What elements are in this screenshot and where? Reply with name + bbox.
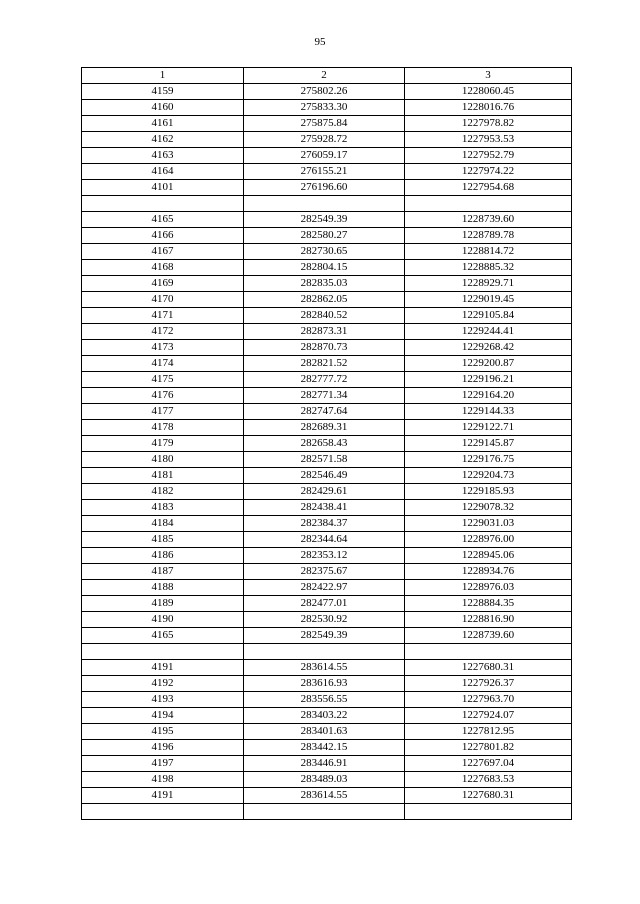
table-cell-col-2: 282384.37 [244, 516, 405, 532]
table-cell-col-3: 1228789.78 [405, 228, 572, 244]
table-cell-col-3: 1227680.31 [405, 788, 572, 804]
table-cell-col-2: 283446.91 [244, 756, 405, 772]
table-cell-col-3: 1229164.20 [405, 388, 572, 404]
table-cell-col-3: 1227924.07 [405, 708, 572, 724]
table-row [82, 404, 572, 420]
table-cell-col-1: 4180 [82, 452, 244, 468]
table-row [82, 132, 572, 148]
table-row [82, 644, 572, 660]
table-row [82, 740, 572, 756]
table-cell-col-3: 1227801.82 [405, 740, 572, 756]
table-cell-col-1 [82, 644, 244, 660]
table-cell-col-1: 4190 [82, 612, 244, 628]
table-cell-col-1: 4166 [82, 228, 244, 244]
table-cell-col-1: 4188 [82, 580, 244, 596]
table-cell-col-1: 4196 [82, 740, 244, 756]
table-row [82, 388, 572, 404]
table-cell-col-2: 282870.73 [244, 340, 405, 356]
table-row [82, 148, 572, 164]
table-cell-col-2: 283614.55 [244, 660, 405, 676]
table-cell-col-1: 4159 [82, 84, 244, 100]
table-cell-col-3: 1228885.32 [405, 260, 572, 276]
table-row [82, 708, 572, 724]
table-cell-col-1: 4101 [82, 180, 244, 196]
coordinates-table [81, 67, 572, 820]
column-header-2: 2 [244, 68, 405, 84]
table-cell-col-2: 282429.61 [244, 484, 405, 500]
table-row [82, 212, 572, 228]
table-cell-col-3: 1229268.42 [405, 340, 572, 356]
table-cell-col-2: 276059.17 [244, 148, 405, 164]
table-cell-col-3 [405, 644, 572, 660]
table-cell-col-1: 4176 [82, 388, 244, 404]
table-cell-col-1: 4165 [82, 628, 244, 644]
table-cell-col-2: 282438.41 [244, 500, 405, 516]
table-row [82, 484, 572, 500]
table-row [82, 452, 572, 468]
table-cell-col-2: 282804.15 [244, 260, 405, 276]
table-cell-col-2: 282549.39 [244, 628, 405, 644]
table-row [82, 244, 572, 260]
table-cell-col-2: 282546.49 [244, 468, 405, 484]
table-cell-col-3: 1227974.22 [405, 164, 572, 180]
table-cell-col-3: 1228929.71 [405, 276, 572, 292]
table-row [82, 772, 572, 788]
table-row [82, 308, 572, 324]
table-cell-col-3: 1227683.53 [405, 772, 572, 788]
table-cell-col-1: 4162 [82, 132, 244, 148]
table-cell-col-3: 1228934.76 [405, 564, 572, 580]
table-cell-col-3: 1228739.60 [405, 212, 572, 228]
table-cell-col-2: 282777.72 [244, 372, 405, 388]
page-number: 95 [314, 36, 326, 48]
header-row [82, 68, 572, 84]
table-cell-col-2: 283614.55 [244, 788, 405, 804]
table-cell-col-3: 1229078.32 [405, 500, 572, 516]
table-cell-col-3: 1227954.68 [405, 180, 572, 196]
table-cell-col-3: 1229200.87 [405, 356, 572, 372]
table-cell-col-2: 282530.92 [244, 612, 405, 628]
table-row [82, 660, 572, 676]
table-row [82, 532, 572, 548]
table-cell-col-1: 4165 [82, 212, 244, 228]
table-cell-col-1: 4163 [82, 148, 244, 164]
table-cell-col-3: 1227953.53 [405, 132, 572, 148]
column-header-1: 1 [82, 68, 244, 84]
table-cell-col-1: 4167 [82, 244, 244, 260]
table-row [82, 628, 572, 644]
table-row [82, 500, 572, 516]
table-row [82, 324, 572, 340]
table-row [82, 724, 572, 740]
table-cell-col-2: 282835.03 [244, 276, 405, 292]
table-cell-col-2: 283403.22 [244, 708, 405, 724]
table-row [82, 804, 572, 820]
table-cell-col-3: 1227952.79 [405, 148, 572, 164]
table-cell-col-1: 4171 [82, 308, 244, 324]
table-cell-col-2: 283442.15 [244, 740, 405, 756]
table-cell-col-1: 4182 [82, 484, 244, 500]
table-cell-col-2: 282375.67 [244, 564, 405, 580]
table-cell-col-3: 1229144.33 [405, 404, 572, 420]
table-cell-col-2: 282840.52 [244, 308, 405, 324]
table-cell-col-2: 282821.52 [244, 356, 405, 372]
table-cell-col-2: 275875.84 [244, 116, 405, 132]
table-cell-col-2 [244, 644, 405, 660]
table-row [82, 564, 572, 580]
table-cell-col-2: 282549.39 [244, 212, 405, 228]
table-cell-col-2: 275802.26 [244, 84, 405, 100]
table-cell-col-3: 1228060.45 [405, 84, 572, 100]
table-cell-col-3 [405, 196, 572, 212]
table-cell-col-2: 276196.60 [244, 180, 405, 196]
table-cell-col-2: 282344.64 [244, 532, 405, 548]
table-cell-col-3: 1228884.35 [405, 596, 572, 612]
table-cell-col-1: 4193 [82, 692, 244, 708]
table-cell-col-3: 1229145.87 [405, 436, 572, 452]
table-row [82, 676, 572, 692]
table-cell-col-3 [405, 804, 572, 820]
table-cell-col-3: 1229185.93 [405, 484, 572, 500]
table-cell-col-3: 1227978.82 [405, 116, 572, 132]
table-cell-col-1: 4192 [82, 676, 244, 692]
table-cell-col-1 [82, 804, 244, 820]
table-cell-col-1: 4195 [82, 724, 244, 740]
table-body [82, 84, 572, 820]
table-cell-col-3: 1227680.31 [405, 660, 572, 676]
table-cell-col-3: 1228739.60 [405, 628, 572, 644]
table-row [82, 596, 572, 612]
table-cell-col-3: 1229196.21 [405, 372, 572, 388]
table-cell-col-1: 4184 [82, 516, 244, 532]
table-row [82, 116, 572, 132]
table-cell-col-3: 1228816.90 [405, 612, 572, 628]
table-cell-col-2: 282580.27 [244, 228, 405, 244]
table-cell-col-1: 4179 [82, 436, 244, 452]
table-row [82, 196, 572, 212]
table-row [82, 292, 572, 308]
table-cell-col-1: 4161 [82, 116, 244, 132]
table-cell-col-3: 1227926.37 [405, 676, 572, 692]
table-row [82, 516, 572, 532]
table-row [82, 84, 572, 100]
table-cell-col-2 [244, 196, 405, 212]
table-cell-col-1: 4168 [82, 260, 244, 276]
table-cell-col-3: 1229019.45 [405, 292, 572, 308]
table-cell-col-1 [82, 196, 244, 212]
table-row [82, 372, 572, 388]
table-cell-col-2 [244, 804, 405, 820]
table-row [82, 164, 572, 180]
table-header [82, 68, 572, 84]
table-cell-col-2: 282873.31 [244, 324, 405, 340]
table-cell-col-3: 1228814.72 [405, 244, 572, 260]
table-cell-col-2: 282771.34 [244, 388, 405, 404]
table-cell-col-3: 1228016.76 [405, 100, 572, 116]
table-cell-col-2: 275928.72 [244, 132, 405, 148]
table-row [82, 692, 572, 708]
table-row [82, 420, 572, 436]
table-cell-col-3: 1229031.03 [405, 516, 572, 532]
table-row [82, 260, 572, 276]
table-cell-col-1: 4191 [82, 788, 244, 804]
table-cell-col-1: 4173 [82, 340, 244, 356]
table-row [82, 612, 572, 628]
table-cell-col-1: 4164 [82, 164, 244, 180]
table-cell-col-1: 4189 [82, 596, 244, 612]
table-row [82, 548, 572, 564]
table-cell-col-1: 4181 [82, 468, 244, 484]
table-cell-col-1: 4160 [82, 100, 244, 116]
table-cell-col-1: 4183 [82, 500, 244, 516]
table-cell-col-2: 282477.01 [244, 596, 405, 612]
table-cell-col-1: 4170 [82, 292, 244, 308]
table-row [82, 340, 572, 356]
table-cell-col-3: 1227697.04 [405, 756, 572, 772]
table-cell-col-2: 282353.12 [244, 548, 405, 564]
table-cell-col-2: 283616.93 [244, 676, 405, 692]
table-cell-col-1: 4174 [82, 356, 244, 372]
table-cell-col-3: 1229176.75 [405, 452, 572, 468]
table-row [82, 228, 572, 244]
table-cell-col-2: 282747.64 [244, 404, 405, 420]
table-cell-col-3: 1229244.41 [405, 324, 572, 340]
table-cell-col-1: 4175 [82, 372, 244, 388]
table-cell-col-1: 4187 [82, 564, 244, 580]
table-cell-col-3: 1228945.06 [405, 548, 572, 564]
table-cell-col-2: 282862.05 [244, 292, 405, 308]
table-cell-col-2: 282422.97 [244, 580, 405, 596]
table-cell-col-1: 4177 [82, 404, 244, 420]
table-cell-col-1: 4194 [82, 708, 244, 724]
table-cell-col-3: 1229105.84 [405, 308, 572, 324]
table-row [82, 436, 572, 452]
table-row [82, 468, 572, 484]
table-row [82, 276, 572, 292]
table-cell-col-2: 283489.03 [244, 772, 405, 788]
table-cell-col-2: 276155.21 [244, 164, 405, 180]
table-cell-col-1: 4185 [82, 532, 244, 548]
table-row [82, 756, 572, 772]
table-cell-col-3: 1228976.03 [405, 580, 572, 596]
table-cell-col-1: 4169 [82, 276, 244, 292]
table-row [82, 788, 572, 804]
table-row [82, 180, 572, 196]
table-cell-col-1: 4186 [82, 548, 244, 564]
table-cell-col-2: 275833.30 [244, 100, 405, 116]
table-cell-col-3: 1227963.70 [405, 692, 572, 708]
table-cell-col-2: 283556.55 [244, 692, 405, 708]
table-cell-col-1: 4197 [82, 756, 244, 772]
table-cell-col-3: 1227812.95 [405, 724, 572, 740]
table-cell-col-1: 4191 [82, 660, 244, 676]
table-row [82, 100, 572, 116]
table-row [82, 356, 572, 372]
column-header-3: 3 [405, 68, 572, 84]
table-cell-col-3: 1229204.73 [405, 468, 572, 484]
table-cell-col-1: 4178 [82, 420, 244, 436]
table-cell-col-2: 283401.63 [244, 724, 405, 740]
table-cell-col-2: 282730.65 [244, 244, 405, 260]
table-cell-col-3: 1229122.71 [405, 420, 572, 436]
table-cell-col-3: 1228976.00 [405, 532, 572, 548]
table-cell-col-2: 282689.31 [244, 420, 405, 436]
table-cell-col-1: 4172 [82, 324, 244, 340]
table-cell-col-1: 4198 [82, 772, 244, 788]
table-row [82, 580, 572, 596]
table-cell-col-2: 282658.43 [244, 436, 405, 452]
table-cell-col-2: 282571.58 [244, 452, 405, 468]
